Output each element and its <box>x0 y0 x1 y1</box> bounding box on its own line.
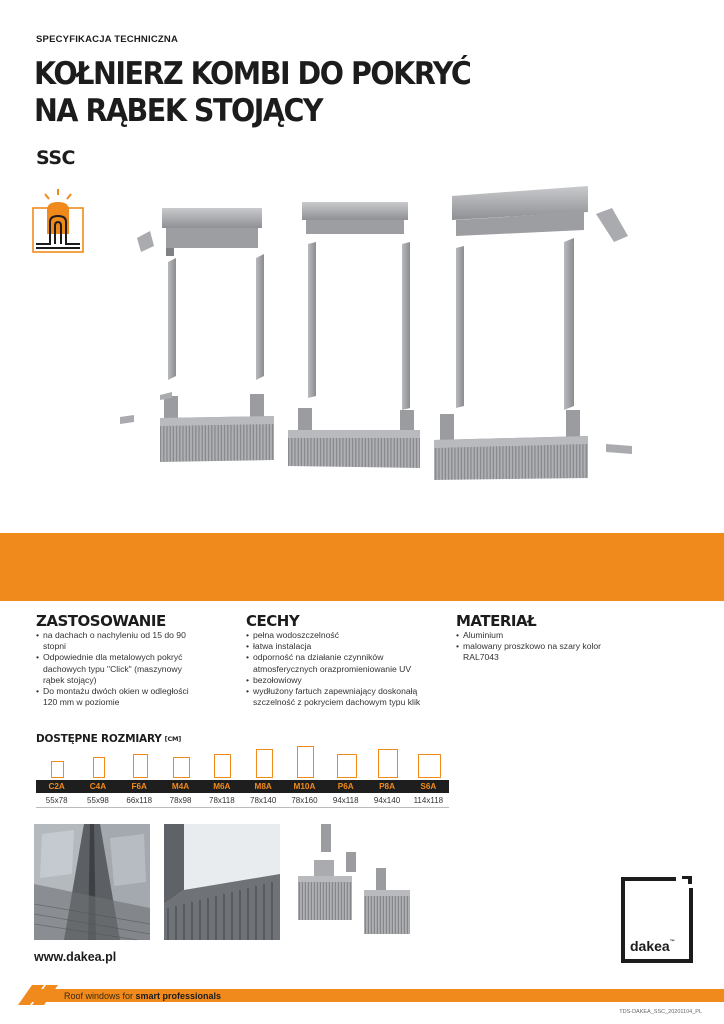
document-kicker: SPECYFIKACJA TECHNICZNA <box>36 34 179 45</box>
dakea-logo <box>620 876 694 964</box>
size-box-p8a <box>378 749 398 778</box>
page-title <box>34 56 470 130</box>
size-code-m4a: M4A <box>171 782 190 791</box>
logo-trademark: ™ <box>669 939 675 945</box>
section-material <box>456 612 636 664</box>
list-item: • malowany proszkowo na szary kolor RAL7043 <box>456 641 626 663</box>
standing-seam-profile-icon <box>30 186 86 258</box>
size-dims-c2a: 55x78 <box>45 796 68 805</box>
size-box-m8a <box>256 749 273 778</box>
section-title-zastosowanie: ZASTOSOWANIE <box>36 612 166 630</box>
flashing-set-left <box>120 208 274 462</box>
size-code-bar <box>36 780 449 793</box>
dims-divider <box>36 807 449 808</box>
sizes-title <box>36 733 181 745</box>
size-dims-p8a: 94x140 <box>373 796 401 805</box>
size-code-c2a: C2A <box>48 782 65 791</box>
tagline-bold: smart professionals <box>135 991 222 1001</box>
size-code-c4a: C4A <box>89 782 107 791</box>
section-title-cechy: CECHY <box>246 612 300 630</box>
size-code-m10a: M10A <box>293 782 316 791</box>
tagline <box>64 990 221 1002</box>
size-code-p8a: P8A <box>379 782 395 791</box>
list-item: • odporność na działanie czynników atmosferycznych orazpromieniowanie UV <box>246 652 446 674</box>
size-dims-m8a: 78x140 <box>250 796 277 805</box>
orange-band <box>0 533 724 601</box>
material-list <box>456 630 626 664</box>
product-illustration <box>110 178 650 480</box>
product-code: SSC <box>36 147 75 169</box>
tagline-prefix: Roof windows for <box>64 991 136 1001</box>
size-dims-m6a: 78x118 <box>209 796 235 805</box>
list-item: • Aluminium <box>456 630 626 641</box>
size-box-m6a <box>214 754 231 778</box>
size-dims-s6a: 114x118 <box>413 796 444 805</box>
installation-photo-roof <box>34 824 150 940</box>
connector-parts-illustration <box>288 822 418 938</box>
zastosowanie-list <box>36 630 204 708</box>
size-box-c2a <box>51 761 63 778</box>
sizes-title-text: DOSTĘPNE ROZMIARY <box>36 733 162 745</box>
size-box-m4a <box>173 757 190 778</box>
website-link[interactable]: www.dakea.pl <box>34 950 117 964</box>
list-item: • bezołowiowy <box>246 675 446 686</box>
installation-photo-closeup <box>164 824 280 940</box>
size-box-c4a <box>93 757 105 778</box>
sizes-unit: [CM] <box>164 735 182 743</box>
size-box-s6a <box>418 754 442 778</box>
size-box-f6a <box>133 754 148 778</box>
flashing-set-right <box>434 186 632 480</box>
size-code-f6a: F6A <box>131 782 147 791</box>
logo-text: dakea <box>630 938 670 954</box>
list-item: • na dachach o nachyleniu od 15 do 90 stopni <box>36 630 204 652</box>
size-dims-c4a: 55x98 <box>87 796 109 805</box>
size-dims-p6a: 94x118 <box>332 796 359 805</box>
size-dims-m4a: 78x98 <box>169 796 192 805</box>
size-code-m8a: M8A <box>254 782 272 791</box>
size-box-p6a <box>337 754 357 778</box>
list-item: • pełna wodoszczelność <box>246 630 446 641</box>
size-box-m10a <box>297 746 314 778</box>
document-id: TDS-DAKEA_SSC_20201104_PL <box>619 1009 702 1015</box>
size-code-s6a: S6A <box>420 782 437 791</box>
list-item: • łatwa instalacja <box>246 641 446 652</box>
title-line-1: KOŁNIERZ KOMBI DO POKRYĆ <box>34 56 471 92</box>
section-title-material: MATERIAŁ <box>456 612 537 630</box>
size-code-m6a: M6A <box>213 782 231 791</box>
flashing-set-middle <box>288 202 420 468</box>
list-item: • wydłużony fartuch zapewniający doskonałą szczelność z pokryciem dachowym typu klik <box>246 686 446 708</box>
title-line-2: NA RĄBEK STOJĄCY <box>34 93 323 129</box>
cechy-list <box>246 630 446 708</box>
section-cechy <box>246 612 446 708</box>
size-dims-m10a: 78x160 <box>291 796 318 805</box>
section-zastosowanie <box>36 612 236 708</box>
logo-wordmark <box>630 938 675 954</box>
size-code-p6a: P6A <box>337 782 354 791</box>
list-item: • Odpowiednie dla metalowych pokryć dachowych typu "Click" (maszynowy rąbek stojący) <box>36 652 204 686</box>
size-dims-f6a: 66x118 <box>126 796 153 805</box>
list-item: • Do montażu dwóch okien w odległości 120 mm w poziomie <box>36 686 204 708</box>
